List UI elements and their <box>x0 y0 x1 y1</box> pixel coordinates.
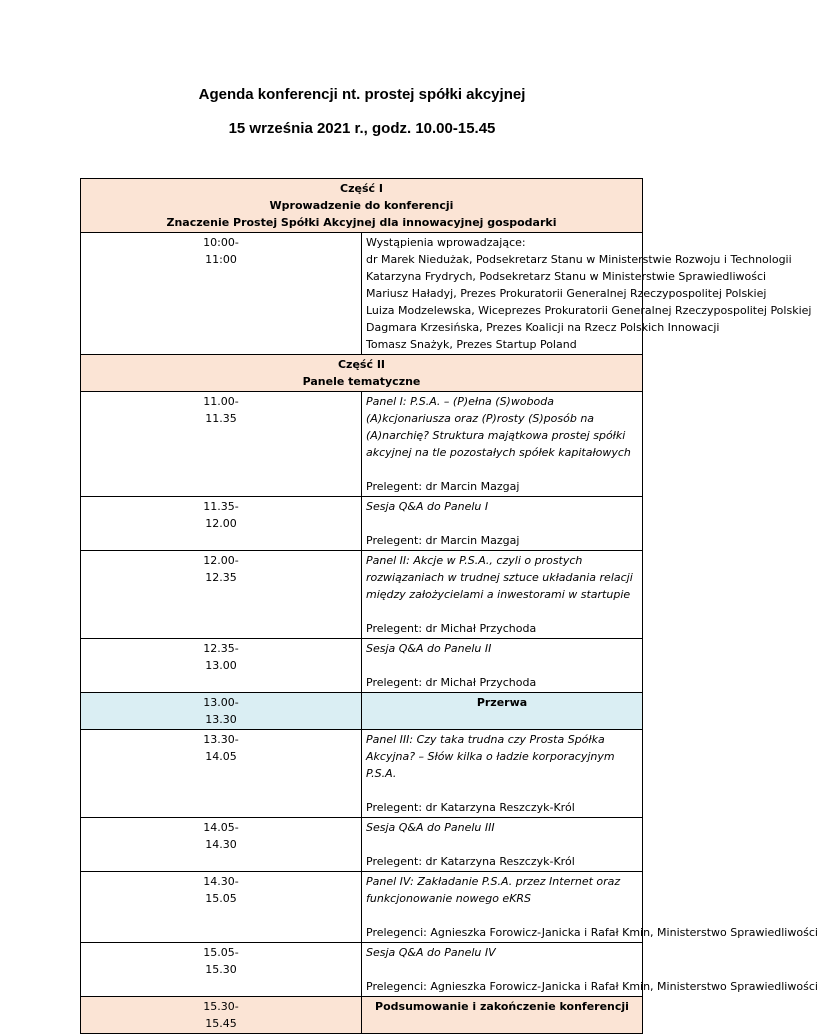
table-row <box>81 943 643 997</box>
time-start: 14.30- <box>203 875 239 888</box>
time-start: 15.05- <box>203 946 239 959</box>
time-end: 15.45 <box>205 1017 237 1030</box>
content-cell <box>362 730 643 818</box>
intro-heading: Wystąpienia wprowadzające: <box>366 236 526 249</box>
session-speaker: Prelegenci: Agnieszka Forowicz-Janicka i Rafał Kmin, Ministerstwo Sprawiedliwości <box>366 980 818 993</box>
session-title: Sesja Q&A do Panelu IV <box>366 946 496 959</box>
speaker-line: Tomasz Snażyk, Prezes Startup Poland <box>366 338 577 351</box>
content-cell <box>362 551 643 639</box>
section-header-row <box>81 179 643 233</box>
table-row <box>81 872 643 943</box>
section-part-label: Część I <box>340 182 383 195</box>
time-end: 12.00 <box>205 517 237 530</box>
table-row <box>81 551 643 639</box>
time-start: 15.30- <box>203 1000 239 1013</box>
session-speaker: Prelegent: dr Marcin Mazgaj <box>366 480 520 493</box>
time-end: 15.05 <box>205 892 237 905</box>
table-row <box>81 497 643 551</box>
speaker-line: Luiza Modzelewska, Wiceprezes Prokuratorii Generalnej Rzeczypospolitej Polskiej <box>366 304 812 317</box>
closing-label: Podsumowanie i zakończenie konferencji <box>362 997 643 1034</box>
section-theme: Znaczenie Prostej Spółki Akcyjnej dla innowacyjnej gospodarki <box>166 216 557 229</box>
session-title: Sesja Q&A do Panelu III <box>366 821 495 834</box>
time-end: 12.35 <box>205 571 237 584</box>
session-title: Panel I: P.S.A. – (P)ełna (S)woboda (A)kcjonariusza oraz (P)rosty (S)posób na (A)narchię? Struktura majątkowa prostej spółki akcyjnej na tle pozostałych spółek kapitałowych <box>366 395 631 459</box>
time-cell <box>81 497 362 551</box>
time-cell <box>81 551 362 639</box>
section-subtitle: Wprowadzenie do konferencji <box>269 199 454 212</box>
section-header-2 <box>81 355 643 392</box>
page-subtitle: 15 września 2021 r., godz. 10.00-15.45 <box>228 120 496 137</box>
section-header-1 <box>81 179 643 233</box>
time-cell <box>81 997 362 1034</box>
time-cell <box>81 872 362 943</box>
page-title: Agenda konferencji nt. prostej spółki akcyjnej <box>198 86 526 103</box>
speaker-line: Mariusz Haładyj, Prezes Prokuratorii Generalnej Rzeczypospolitej Polskiej <box>366 287 767 300</box>
agenda-table <box>80 178 818 1034</box>
table-row <box>81 392 643 497</box>
content-cell <box>362 639 643 693</box>
time-end: 13.30 <box>205 713 237 726</box>
speaker-line: Katarzyna Frydrych, Podsekretarz Stanu w Ministerstwie Sprawiedliwości <box>366 270 767 283</box>
session-title: Sesja Q&A do Panelu II <box>366 642 492 655</box>
time-cell <box>81 818 362 872</box>
session-speaker: Prelegent: dr Michał Przychoda <box>366 676 537 689</box>
time-cell <box>81 730 362 818</box>
time-start: 11.35- <box>203 500 239 513</box>
time-end: 14.30 <box>205 838 237 851</box>
time-end: 15.30 <box>205 963 237 976</box>
time-end: 11.35 <box>205 412 237 425</box>
content-cell <box>362 943 818 997</box>
time-end: 11:00 <box>205 253 237 266</box>
time-cell <box>81 639 362 693</box>
session-speaker: Prelegent: dr Marcin Mazgaj <box>366 534 520 547</box>
time-start: 14.05- <box>203 821 239 834</box>
content-cell <box>362 233 812 355</box>
section-header-row <box>81 355 643 392</box>
session-title: Sesja Q&A do Panelu I <box>366 500 489 513</box>
section-part-label: Część II <box>337 358 386 371</box>
session-title: Panel II: Akcje w P.S.A., czyli o prostych rozwiązaniach w trudnej sztuce układania relacji między założycielami a inwestorami w startupie <box>366 554 633 601</box>
break-label: Przerwa <box>362 693 643 730</box>
time-start: 13.30- <box>203 733 239 746</box>
content-cell <box>362 392 643 497</box>
table-row <box>81 639 643 693</box>
session-title: Panel III: Czy taka trudna czy Prosta Spółka Akcyjna? – Słów kilka o ładzie korporacyjnym P.S.A. <box>366 733 615 780</box>
speaker-line: dr Marek Niedużak, Podsekretarz Stanu w Ministerstwie Rozwoju i Technologii <box>366 253 792 266</box>
session-speaker: Prelegent: dr Katarzyna Reszczyk-Król <box>366 855 575 868</box>
content-cell <box>362 872 818 943</box>
speaker-line: Dagmara Krzesińska, Prezes Koalicji na Rzecz Polskich Innowacji <box>366 321 720 334</box>
time-end: 13.00 <box>205 659 237 672</box>
time-cell <box>81 392 362 497</box>
time-start: 13.00- <box>203 696 239 709</box>
time-cell <box>81 233 362 355</box>
time-cell <box>81 943 362 997</box>
table-row <box>81 233 643 355</box>
section-subtitle: Panele tematyczne <box>302 375 421 388</box>
closing-row <box>81 997 643 1034</box>
time-start: 10:00- <box>203 236 239 249</box>
time-start: 12.00- <box>203 554 239 567</box>
session-title: Panel IV: Zakładanie P.S.A. przez Internet oraz funkcjonowanie nowego eKRS <box>366 875 621 905</box>
time-start: 12.35- <box>203 642 239 655</box>
time-end: 14.05 <box>205 750 237 763</box>
session-speaker: Prelegent: dr Michał Przychoda <box>366 622 537 635</box>
content-cell <box>362 497 643 551</box>
content-cell <box>362 818 643 872</box>
table-row <box>81 730 643 818</box>
break-row <box>81 693 643 730</box>
session-speaker: Prelegent: dr Katarzyna Reszczyk-Król <box>366 801 575 814</box>
time-cell <box>81 693 362 730</box>
session-speaker: Prelegenci: Agnieszka Forowicz-Janicka i Rafał Kmin, Ministerstwo Sprawiedliwości <box>366 926 818 939</box>
time-start: 11.00- <box>203 395 239 408</box>
table-row <box>81 818 643 872</box>
